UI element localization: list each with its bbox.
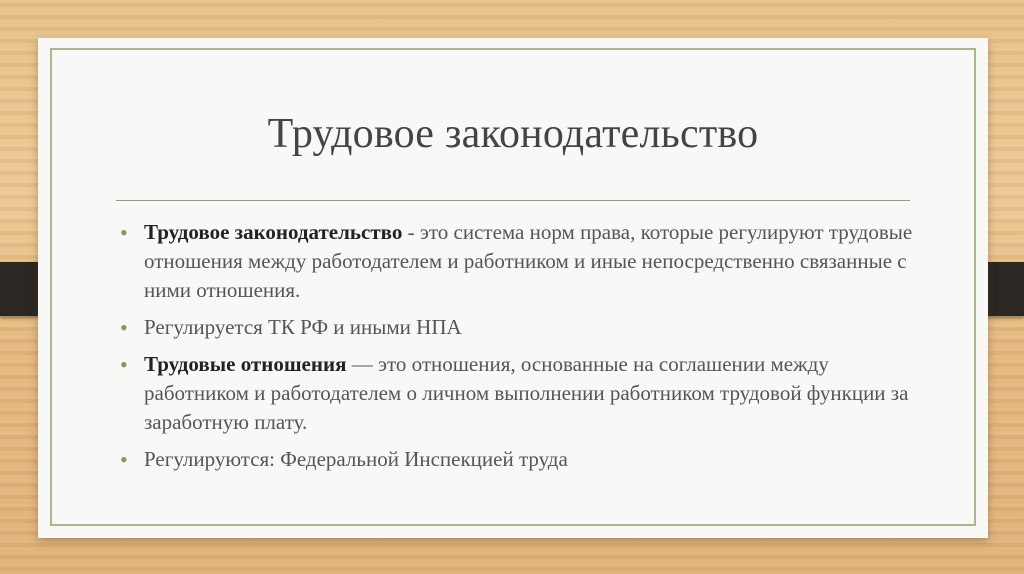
bullet-term: Трудовые отношения (144, 352, 347, 376)
bullet-term: Трудовое законодательство (144, 220, 403, 244)
bullet-list (120, 218, 920, 482)
bullet-item (120, 313, 920, 342)
slide-card (38, 38, 988, 538)
title-divider (116, 200, 910, 201)
bullet-item (120, 445, 920, 474)
bullet-dot-icon: • (120, 315, 128, 340)
bullet-dot-icon: • (120, 447, 128, 472)
slide-title: Трудовое законодательство (267, 111, 759, 157)
bullet-item (120, 350, 920, 437)
bullet-text: - это система норм права, которые регулируют трудовые отношения между работодателем и работником и иные непосредственно связанные с ними отношения. (144, 220, 913, 302)
bullet-text: Регулируется ТК РФ и иными НПА (144, 315, 462, 339)
bullet-text: — это отношения, основанные на соглашении между работником и работодателем о личном выполнении работником трудовой функции за заработную плату. (144, 352, 909, 434)
bullet-text: Регулируются: Федеральной Инспекцией труда (144, 447, 568, 471)
bullet-item (120, 218, 920, 305)
bullet-dot-icon: • (120, 220, 128, 245)
bullet-dot-icon: • (120, 352, 128, 377)
